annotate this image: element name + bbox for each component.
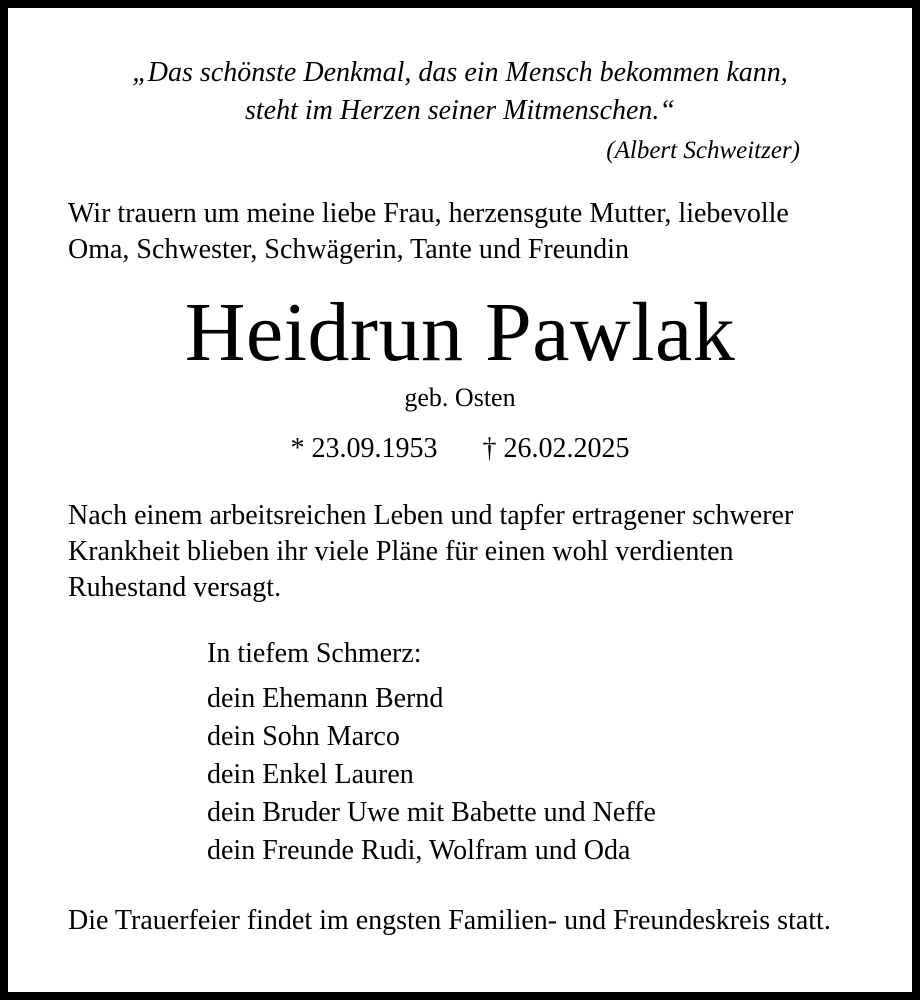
intro-line-1: Wir trauern um meine liebe Frau, herzensgute Mutter, liebevolle [68, 198, 789, 229]
quote-line-2: steht im Herzen seiner Mitmenschen.“ [244, 95, 676, 126]
obituary-line-2: Krankheit blieben ihr viele Pläne für einen wohl verdienten [68, 536, 734, 567]
obituary-paragraph [68, 498, 872, 606]
mourners-list [207, 680, 912, 870]
mourner-item: dein Freunde Rudi, Wolfram und Oda [207, 835, 631, 866]
birth-date: * 23.09.1953 [290, 433, 438, 464]
deceased-name: Heidrun Pawlak [184, 286, 736, 379]
mourner-item: dein Ehemann Bernd [207, 683, 444, 714]
mourner-item: dein Sohn Marco [207, 721, 400, 752]
funeral-note: Die Trauerfeier findet im engsten Familien- und Freundeskreis statt. [68, 905, 831, 936]
quote-block [8, 54, 912, 130]
mourner-item: dein Enkel Lauren [207, 759, 414, 790]
maiden-name: geb. Osten [404, 383, 516, 412]
mourners-header: In tiefem Schmerz: [207, 638, 422, 669]
obituary-line-3: Ruhestand versagt. [68, 572, 282, 603]
mourner-item: dein Bruder Uwe mit Babette und Neffe [207, 797, 656, 828]
intro-line-2: Oma, Schwester, Schwägerin, Tante und Freundin [68, 234, 629, 265]
obituary-line-1: Nach einem arbeitsreichen Leben und tapfer ertragener schwerer [68, 500, 794, 531]
quote-line-1: „Das schönste Denkmal, das ein Mensch bekommen kann, [132, 57, 788, 88]
life-dates [8, 432, 912, 466]
intro-paragraph [68, 196, 872, 268]
quote-attribution: (Albert Schweitzer) [606, 137, 800, 164]
death-date: † 26.02.2025 [482, 433, 630, 464]
